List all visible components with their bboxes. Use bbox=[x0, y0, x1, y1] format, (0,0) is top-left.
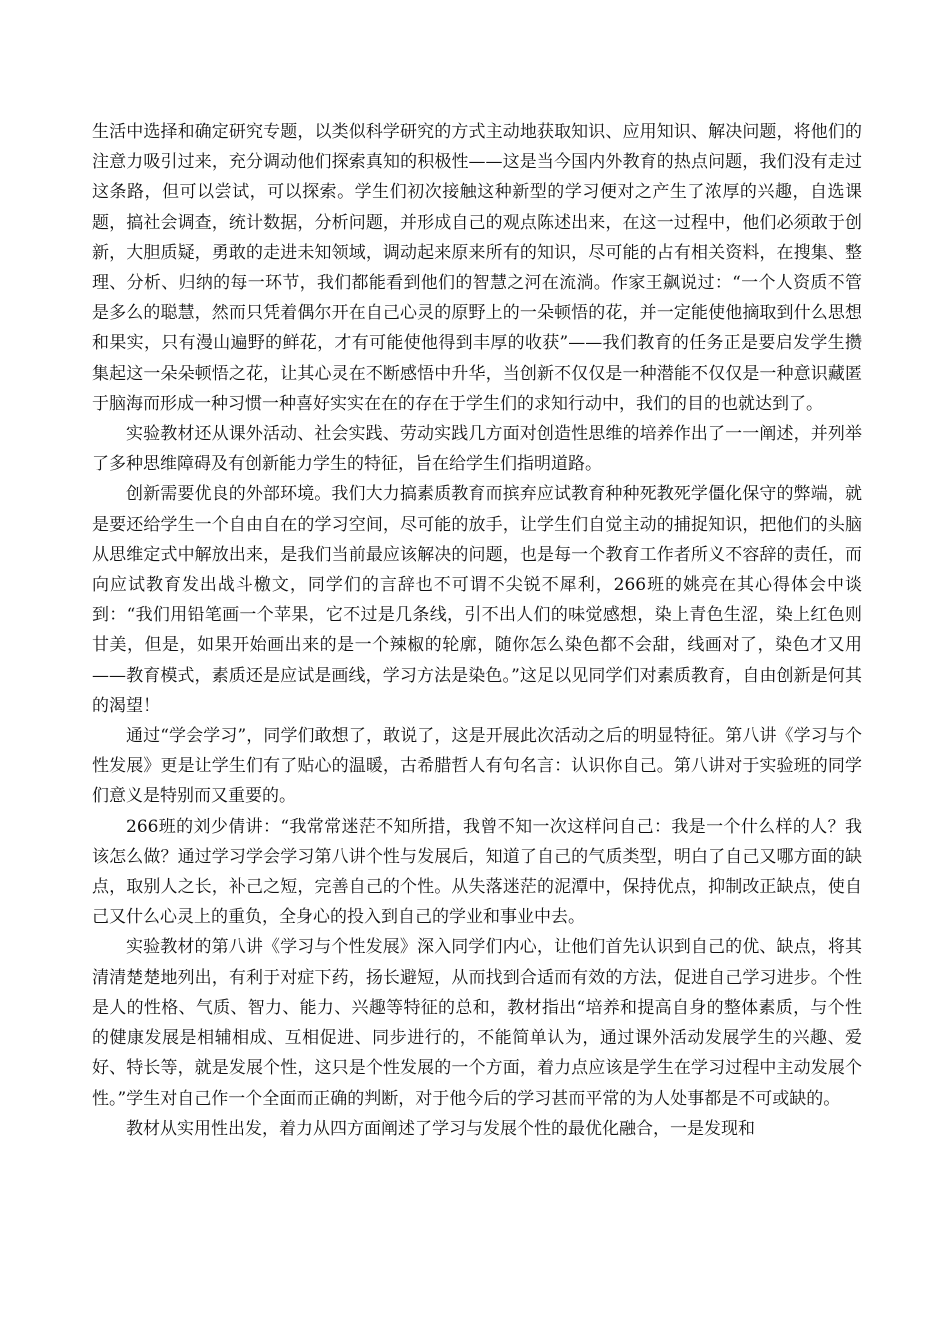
paragraph: 通过“学会学习”，同学们敢想了，敢说了，这是开展此次活动之后的明显特征。第八讲《学习与个性发展》更是让学生们有了贴心的温暖，古希腊哲人有句名言：认识你自己。第八讲对于实验班的同学们意义是特别而又重要的。 bbox=[92, 726, 862, 807]
paragraph: 教材从实用性出发，着力从四方面阐述了学习与发展个性的最优化融合，一是发现和 bbox=[126, 1118, 755, 1139]
paragraph: 实验教材的第八讲《学习与个性发展》深入同学们内心，让他们首先认识到自己的优、缺点，将其清清楚楚地列出，有利于对症下药，扬长避短，从而找到合适而有效的方法，促进自己学习进步。个性是人的性格、气质、智力、能力、兴趣等特征的总和，教材指出“培养和提高自身的整体素质，与个性的健康发展是相辅相成、互相促进、同步进行的，不能简单认为，通过课外活动发展学生的兴趣、爱好、特长等，就是发展个性，这只是个性发展的一个方面，着力点应该是学生在学习过程中主动发展个性。”学生对自己作一个全面而正确的判断，对于他今后的学习甚而平常的为人处事都是不可或缺的。 bbox=[92, 937, 862, 1109]
paragraph: 266班的刘少倩讲：“我常常迷茫不知所措，我曾不知一次这样问自己：我是一个什么样的人？我该怎么做？通过学习学会学习第八讲个性与发展后，知道了自己的气质类型，明白了自己又哪方面的缺点，取别人之长，补己之短，完善自己的个性。从失落迷茫的泥潭中，保持优点，抑制改正缺点，使自己又什么心灵上的重负，全身心的投入到自己的学业和事业中去。 bbox=[92, 816, 862, 928]
document-body bbox=[92, 117, 862, 1144]
paragraph: 实验教材还从课外活动、社会实践、劳动实践几方面对创造性思维的培养作出了一一阐述，并列举了多种思维障碍及有创新能力学生的特征，旨在给学生们指明道路。 bbox=[92, 424, 862, 475]
paragraph: 创新需要优良的外部环境。我们大力搞素质教育而摈弃应试教育种种死教死学僵化保守的弊端，就是要还给学生一个自由自在的学习空间，尽可能的放手，让学生们自觉主动的捕捉知识，把他们的头脑从思维定式中解放出来，是我们当前最应该解决的问题，也是每一个教育工作者所义不容辞的责任，而向应试教育发出战斗檄文，同学们的言辞也不可谓不尖锐不犀利，266班的姚亮在其心得体会中谈到：“我们用铅笔画一个苹果，它不过是几条线，引不出人们的味觉感想，染上青色生涩，染上红色则甘美，但是，如果开始画出来的是一个辣椒的轮廓，随你怎么染色都不会甜，线画对了，染色才又用——教育模式，素质还是应试是画线，学习方法是染色。”这足以见同学们对素质教育，自由创新是何其的渴望！ bbox=[92, 484, 862, 716]
paragraph-continued: 生活中选择和确定研究专题，以类似科学研究的方式主动地获取知识、应用知识、解决问题，将他们的注意力吸引过来，充分调动他们探索真知的积极性——这是当今国内外教育的热点问题，我们没有走过这条路，但可以尝试，可以探索。学生们初次接触这种新型的学习便对之产生了浓厚的兴趣，自选课题，搞社会调查，统计数据，分析问题，并形成自己的观点陈述出来，在这一过程中，他们必须敢于创新，大胆质疑，勇敢的走进未知领域，调动起来原来所有的知识，尽可能的占有相关资料，在搜集、整理、分析、归纳的每一环节，我们都能看到他们的智慧之河在流淌。作家王飙说过：“一个人资质不管是多么的聪慧，然而只凭着偶尔开在自己心灵的原野上的一朵顿悟的花，并一定能使他摘取到什么思想和果实，只有漫山遍野的鲜花，才有可能使他得到丰厚的收获”——我们教育的任务正是要启发学生攒集起这一朵朵顿悟之花，让其心灵在不断感悟中升华，当创新不仅仅是一种潜能不仅仅是一种意识藏匿于脑海而形成一种习惯一种喜好实实在在的存在于学生们的求知行动中，我们的目的也就达到了。 bbox=[92, 122, 862, 414]
